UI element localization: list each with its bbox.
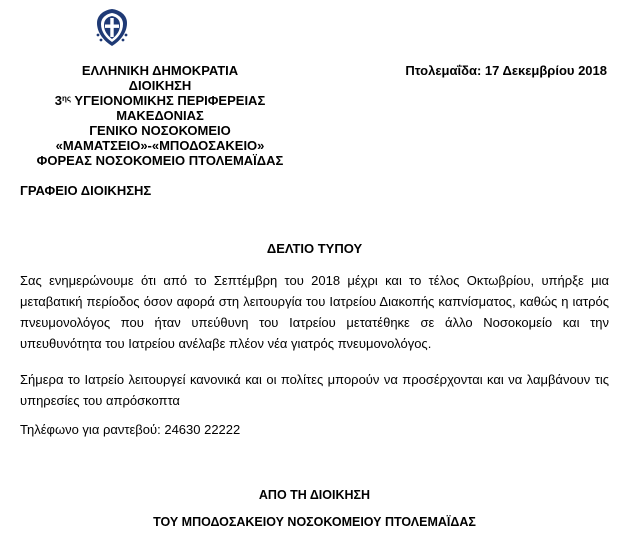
region-text: ΥΓΕΙΟΝΟΜΙΚΗΣ ΠΕΡΙΦΕΡΕΙΑΣ: [71, 93, 266, 108]
header-hospital: ΓΕΝΙΚΟ ΝΟΣΟΚΟΜΕΙΟ: [89, 123, 231, 138]
header-macedonia: ΜΑΚΕΔΟΝΙΑΣ: [116, 108, 204, 123]
header-entity: ΦΟΡΕΑΣ ΝΟΣΟΚΟΜΕΙΟ ΠΤΟΛΕΜΑΪΔΑΣ: [36, 153, 284, 168]
paragraph-operation: Σήμερα το Ιατρείο λειτουργεί κανονικά και οι πολίτες μπορούν να προσέρχονται και να λαμβάνουν τις υπηρεσίες του απρόσκοπτα: [20, 372, 609, 408]
signature-line-2: ΤΟΥ ΜΠΟΔΟΣΑΚΕΙΟΥ ΝΟΣΟΚΟΜΕΙΟΥ ΠΤΟΛΕΜΑΪΔΑΣ: [153, 515, 476, 529]
press-release-title: ΔΕΛΤΙΟ ΤΥΠΟΥ: [266, 241, 363, 256]
header-health-region: [0, 93, 320, 108]
header-hospital-names: «ΜΑΜΑΤΣΕΙΟ»-«ΜΠΟΔΟΣΑΚΕΙΟ»: [55, 138, 265, 153]
coat-of-arms-icon: [94, 8, 130, 48]
appointment-phone: Τηλέφωνο για ραντεβού: 24630 22222: [20, 422, 241, 437]
office-name: ΓΡΑΦΕΙΟ ΔΙΟΙΚΗΣΗΣ: [20, 183, 152, 198]
region-ordinal: ης: [61, 94, 72, 103]
header-administration: ΔΙΟΙΚΗΣΗ: [128, 78, 192, 93]
header-country: ΕΛΛΗΝΙΚΗ ΔΗΜΟΚΡΑΤΙΑ: [81, 63, 239, 78]
paragraph-transition: Σας ενημερώνουμε ότι από το Σεπτέμβρη του 2018 μέχρι και το τέλος Οκτωβρίου, υπήρξε μια μεταβατική περίοδος όσον αφορά στη λειτουργία του Ιατρείου Διακοπής καπνίσματος, καθώς η ιατρός πνευμονολόγος που ήταν υπεύθυνη του Ιατρείου μετατέθηκε σε άλλο Νοσοκομείο και την υπευθυνότητα του Ιατρείου ανέλαβε πλέον νέα γιατρός πνευμονολόγος.: [20, 273, 609, 351]
document-date: Πτολεμαΐδα: 17 Δεκεμβρίου 2018: [405, 63, 607, 78]
region-number: 3: [54, 93, 62, 108]
signature-line-1: ΑΠΟ ΤΗ ΔΙΟΙΚΗΣΗ: [258, 488, 371, 502]
